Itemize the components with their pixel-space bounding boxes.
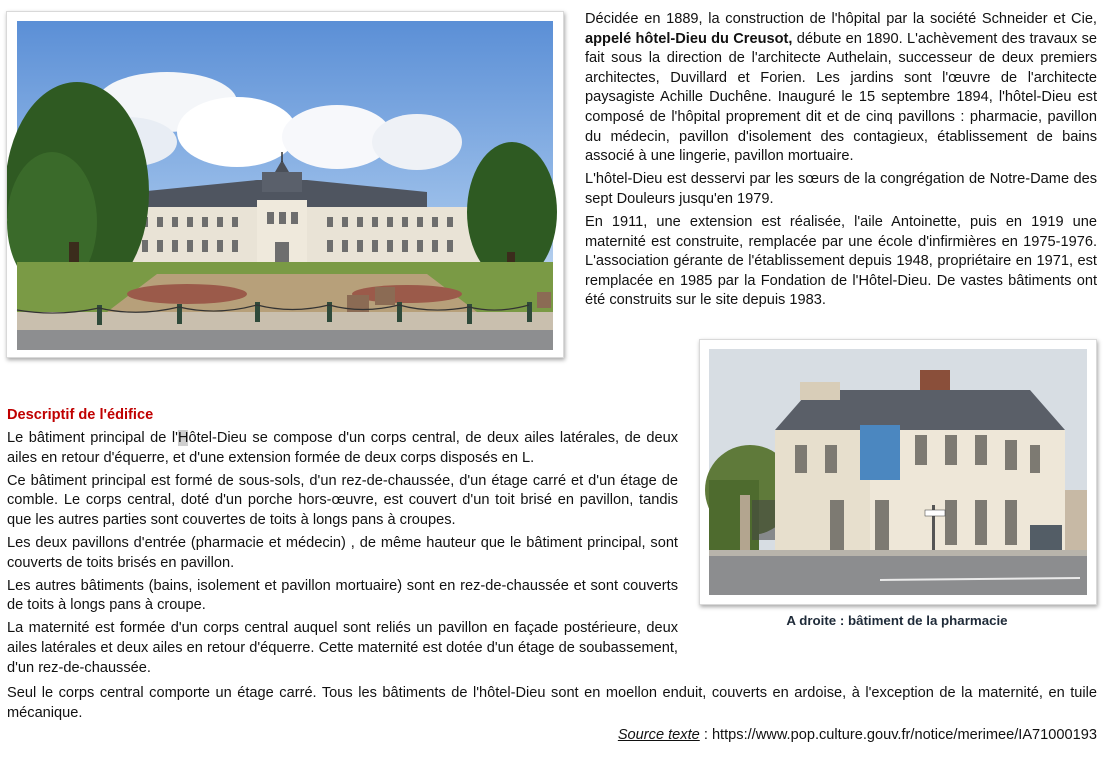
- pharmacie-photo: [699, 339, 1097, 605]
- intro-paragraph-1: Décidée en 1889, la construction de l'hôpital par la société Schneider et Cie, appelé hôtel-Dieu du Creusot, débute en 1890. L'achèvement des travaux se fait sous la direction de l'architecte Authelain, successeur de deux premiers architectes, Duvillard et Forien. Les jardins sont l'œuvre de l'architecte paysagiste Achille Duchêne. Inauguré le 15 septembre 1894, l'hôtel-Dieu est composé de l'hôpital proprement dit et de cinq pavillons : pharmacie, pavillon du médecin, pavillon d'isolement des contagieux, établissement de bains associé à une lingerie, pavillon mortuaire.: [585, 11, 1098, 165]
- desc-paragraph-5: La maternité est formée d'un corps central auquel sont reliés un pavillon en façade postérieure, deux ailes latérales et deux ailes en retour d'équerre. Cette maternité est dotée d'un étage de soubassement, d'un rez-de-chaussée.: [7, 620, 678, 676]
- section-heading: Descriptif de l'édifice: [7, 407, 154, 423]
- hotel-dieu-photo: [6, 11, 564, 358]
- desc-paragraph-1: Le bâtiment principal de l'Hôtel-Dieu se compose d'un corps central, de deux ailes latérales, de deux ailes en retour d'équerre, et d'une extension formée de deux corps disposés en L.: [7, 430, 678, 466]
- source-separator: :: [699, 727, 712, 743]
- hotel-dieu-name: appelé hôtel-Dieu du Creusot,: [585, 30, 793, 47]
- source-url[interactable]: https://www.pop.culture.gouv.fr/notice/merimee/IA71000193: [711, 727, 1097, 743]
- desc-paragraph-4: Les autres bâtiments (bains, isolement et pavillon mortuaire) sont en rez-de-chaussée et sont couverts de toits à longs pans à croupe.: [7, 577, 678, 614]
- photo-caption: A droite : bâtiment de la pharmacie: [786, 613, 1008, 628]
- desc-paragraph-3: Les deux pavillons d'entrée (pharmacie et médecin) , de même hauteur que le bâtiment principal, sont couverts de toits brisés en pavillon.: [7, 535, 678, 571]
- intro-paragraph-3: En 1911, une extension est réalisée, l'aile Antoinette, puis en 1919 une maternité est construite, remplacée par une école d'infirmières en 1975-1976. L'association gérante de l'établissement depuis 1948, propriétaire en 1971, est remplacée en 1985 par la Fondation de l'Hôtel-Dieu. De vastes bâtiments ont été construits sur le site depuis 1983.: [585, 213, 1097, 309]
- desc-paragraph-2: Ce bâtiment principal est formé de sous-sols, d'un rez-de-chaussée, d'un étage carré et d'un étage de comble. Le corps central, doté d'un porche hors-œuvre, est couvert d'un toit brisé en pavillon, tandis que les autres parties sont couvertes de toits à longs pans à croupes.: [7, 472, 678, 528]
- source-line: [618, 727, 1097, 743]
- desc-paragraph-6-wrapper: [7, 684, 1097, 727]
- intro-text: [585, 10, 1097, 314]
- source-label: Source texte: [617, 727, 700, 743]
- desc-paragraph-6: Seul le corps central comporte un étage carré. Tous les bâtiments de l'hôtel-Dieu sont en moellon enduit, couverts en ardoise, à l'exception de la maternité, en tuile mécanique.: [7, 685, 1097, 721]
- text-selection-highlight: H: [177, 430, 189, 447]
- intro-paragraph-2: L'hôtel-Dieu est desservi par les sœurs de la congrégation de Notre-Dame des sept Douleurs jusqu'en 1979.: [585, 171, 1097, 207]
- descriptif-section: [7, 406, 678, 682]
